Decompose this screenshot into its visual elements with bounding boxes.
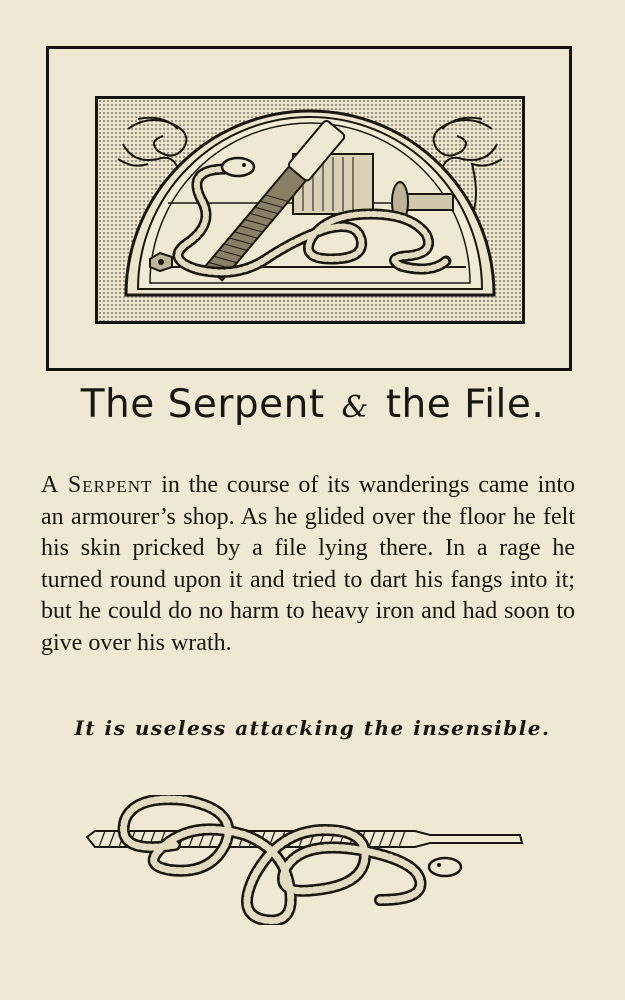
serpent-and-file-vignette-icon: [98, 99, 522, 321]
fable-title: [0, 382, 625, 427]
fable-lead: A Serpent: [41, 472, 153, 498]
title-part-2: the File.: [385, 382, 545, 427]
title-ampersand: &: [341, 390, 369, 425]
fable-body: [41, 470, 575, 659]
serpent-coiled-file-icon: [85, 795, 525, 925]
illustration-inner-frame: [95, 96, 525, 324]
scrollwork-left-icon: [118, 118, 186, 169]
title-part-1: The Serpent: [80, 382, 325, 427]
fable-text: in the course of its wanderings came into an armourer’s shop. As he glided over the floor he felt his skin pricked by a file lying there. In a rage he turned round upon it and tried to dart his fangs into it; but he could do no harm to heavy iron and had soon to give over his wrath.: [41, 472, 575, 656]
fable-moral: It is useless attacking the insensible.: [74, 716, 551, 740]
